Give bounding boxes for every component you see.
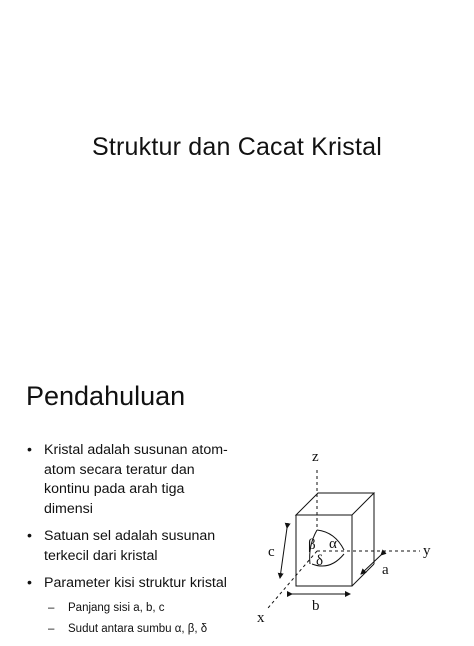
edge-c-label: c	[268, 544, 275, 560]
bullet-item: • Kristal adalah susunan atom-atom secara teratur dan kontinu pada arah tiga dimensi	[26, 441, 236, 519]
angle-delta-label: δ	[316, 553, 324, 569]
bullet-item: • Parameter kisi struktur kristal – Panjang sisi a, b, c – Sudut antara sumbu α, β, δ	[26, 574, 236, 638]
cube-top-face	[296, 493, 374, 515]
slide-title: Struktur dan Cacat Kristal	[91, 133, 383, 161]
dimension-a-arrow	[361, 555, 381, 574]
bullet-list	[26, 441, 236, 646]
unit-cell-diagram	[240, 436, 460, 632]
section-heading: Pendahuluan	[26, 381, 186, 411]
edge-a-label: a	[382, 562, 389, 578]
sub-bullet-item: – Panjang sisi a, b, c	[44, 600, 236, 617]
angle-alpha-label: α	[329, 536, 337, 552]
axis-z-label: z	[312, 449, 319, 465]
bullet-item: • Satuan sel adalah susunan terkecil dari kristal	[26, 527, 236, 566]
dimension-c-arrow	[280, 528, 287, 578]
axis-x-label: x	[257, 610, 265, 626]
cube-edge	[352, 564, 374, 586]
sub-bullet-item: – Sudut antara sumbu α, β, δ	[44, 621, 236, 638]
edge-b-label: b	[312, 598, 320, 614]
axis-y-label: y	[423, 543, 431, 559]
angle-beta-label: β	[308, 537, 316, 553]
